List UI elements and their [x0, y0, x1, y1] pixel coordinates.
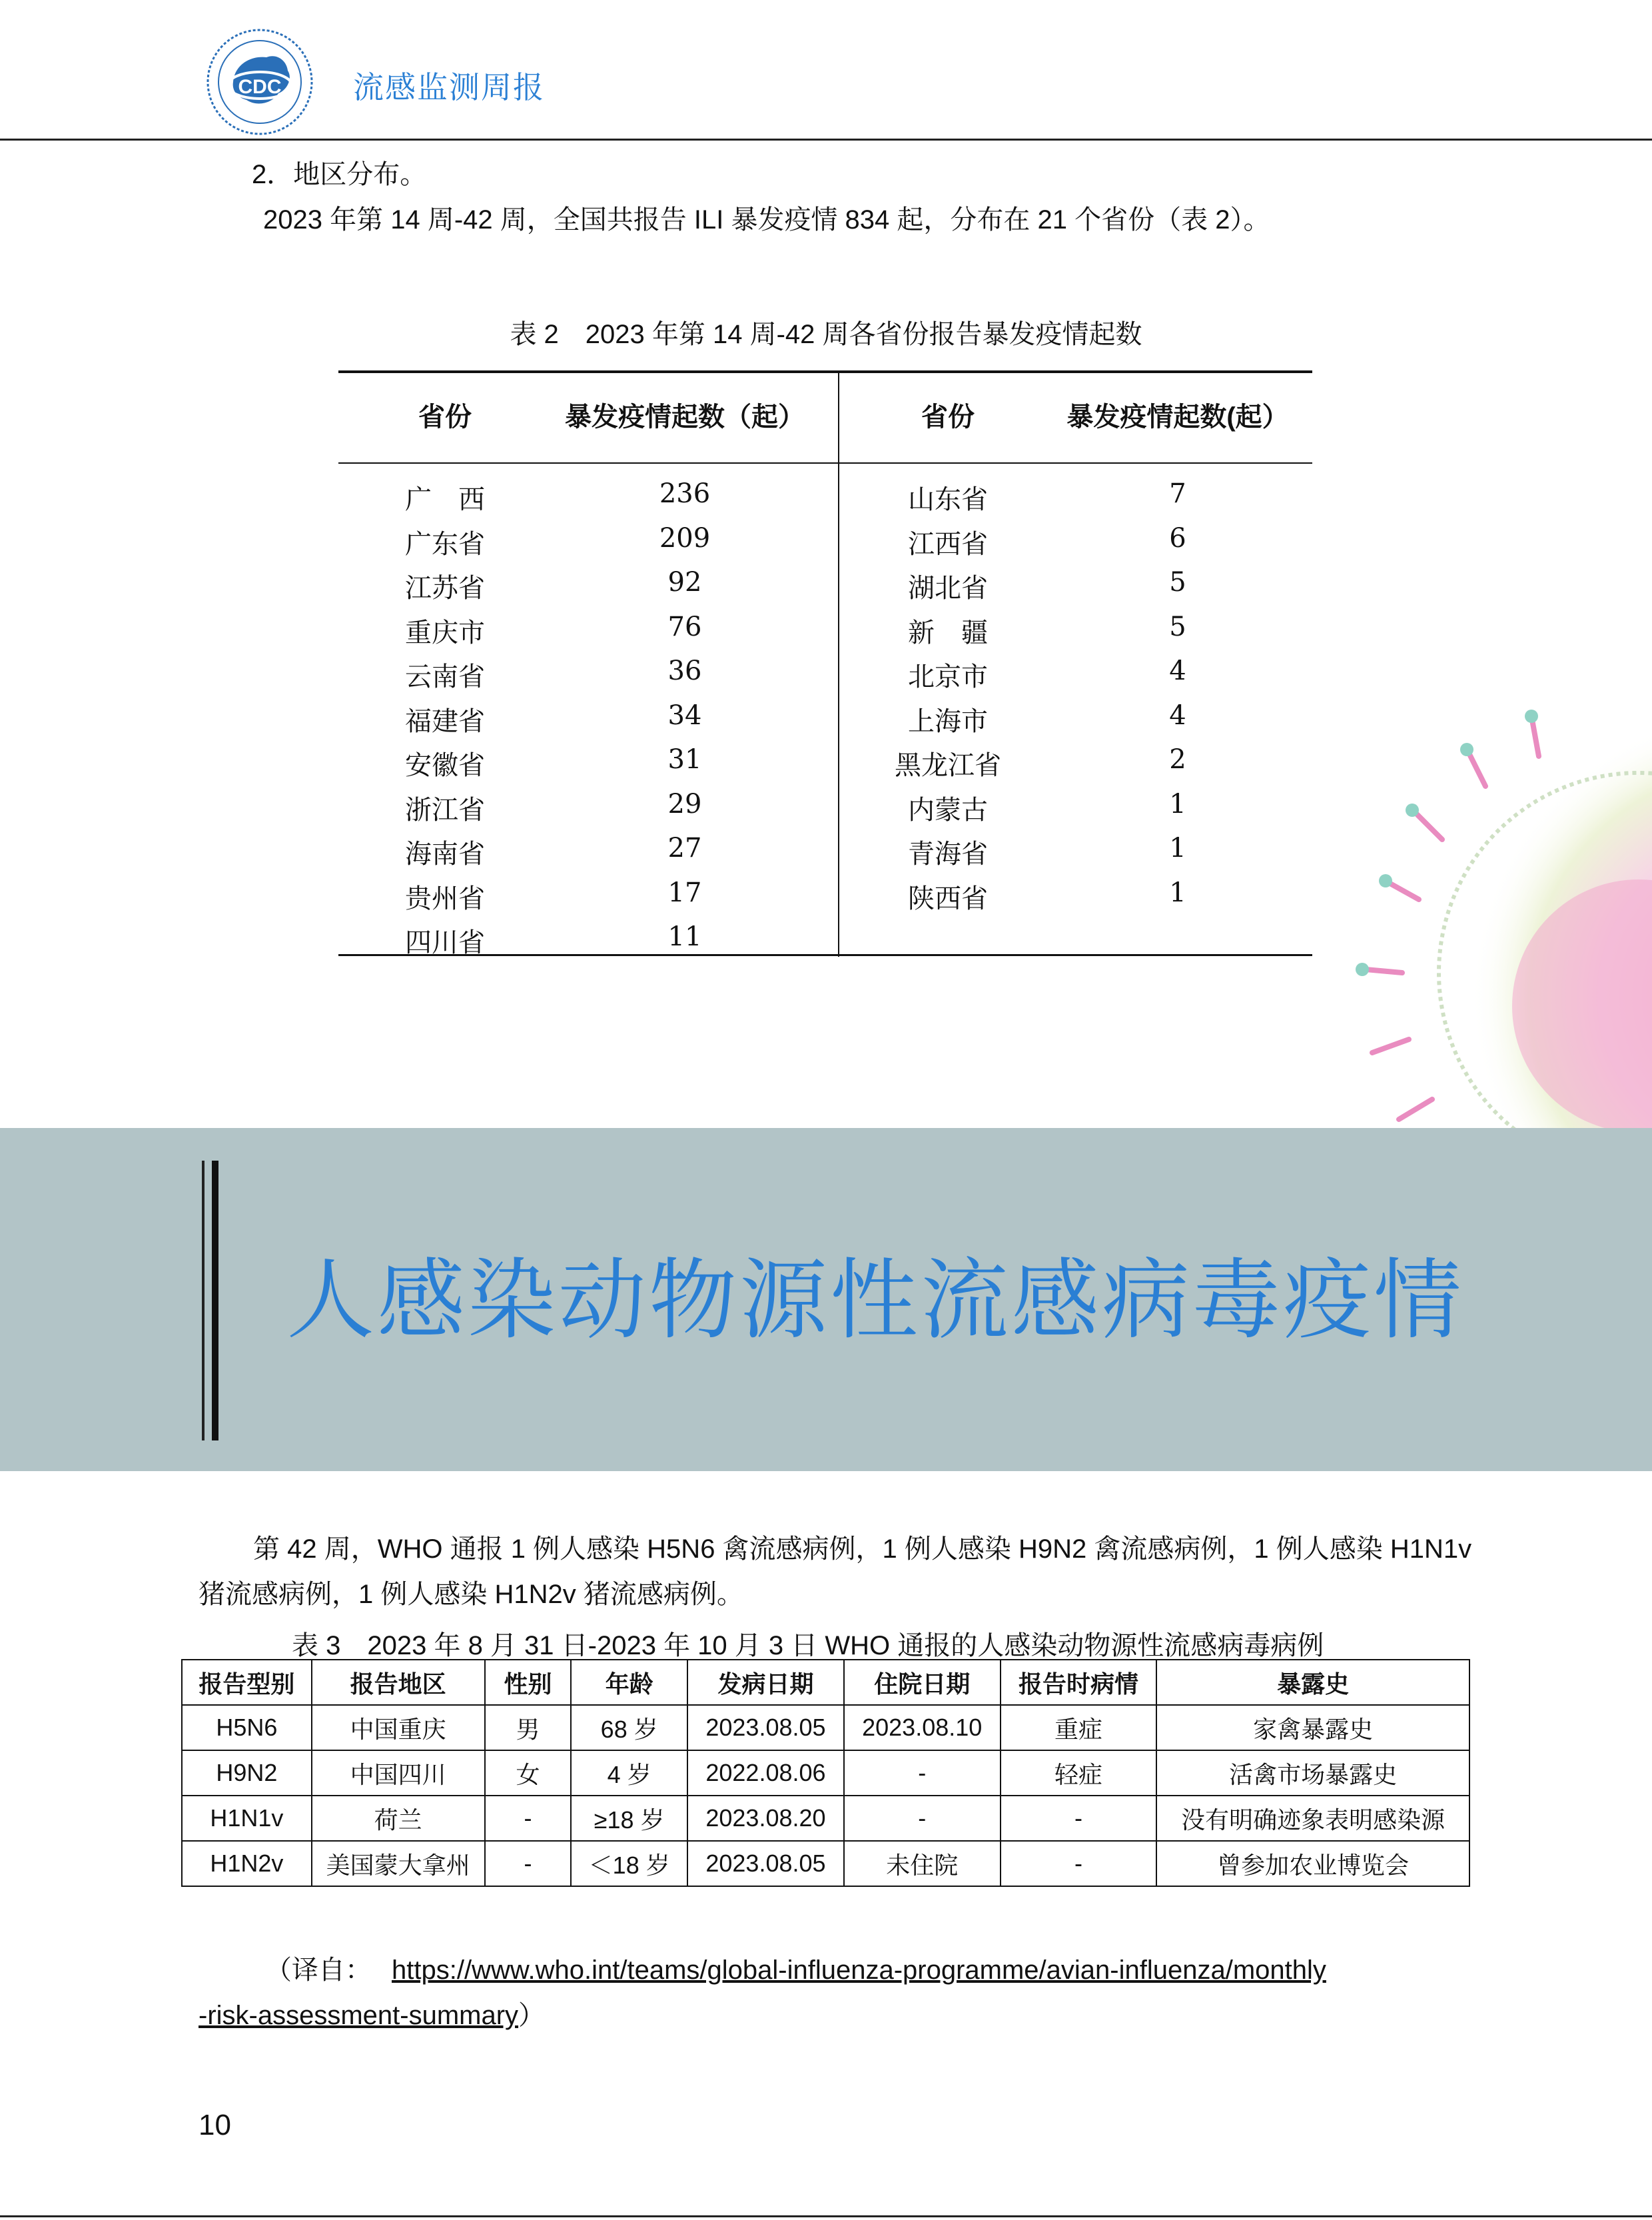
- footer-divider: [0, 2215, 1652, 2217]
- animal-flu-case-table: [181, 1659, 1470, 1887]
- table-cell: 美国蒙大拿州: [312, 1841, 485, 1886]
- table2-count-cell: 31: [667, 744, 702, 775]
- table-cell: 中国四川: [312, 1750, 485, 1796]
- table-cell: 4 岁: [571, 1750, 687, 1796]
- table-row: [182, 1841, 1469, 1886]
- table-cell: 家禽暴露史: [1156, 1705, 1469, 1750]
- table2-count-cell: 1: [1169, 833, 1186, 863]
- table2-province-cell: 陕西省: [908, 883, 988, 914]
- table-cell: -: [485, 1796, 572, 1841]
- table3-header-condition: 报告时病情: [1001, 1660, 1157, 1705]
- table2-province-cell: 北京市: [908, 662, 988, 692]
- table-cell: 未住院: [844, 1841, 1001, 1886]
- table-cell: -: [1001, 1841, 1157, 1886]
- table-cell: 荷兰: [312, 1796, 485, 1841]
- virus-illustration: [1326, 693, 1652, 1133]
- table-cell: 轻症: [1001, 1750, 1157, 1796]
- table2-count-cell: 11: [667, 921, 702, 952]
- table2-province-cell: 广东省: [405, 528, 485, 560]
- source-suffix: ）: [518, 2001, 546, 2030]
- source-prefix: （译自：: [265, 1955, 372, 1985]
- table2-province-cell: 湖北省: [908, 573, 988, 604]
- table2-count-cell: 236: [659, 478, 711, 509]
- table-cell: -: [844, 1750, 1001, 1796]
- table3-body: [182, 1705, 1469, 1886]
- cdc-logo: [193, 19, 333, 145]
- table3-header-region: 报告地区: [312, 1660, 485, 1705]
- table2-count-cell: 209: [659, 522, 711, 554]
- table2-province-cell: 江苏省: [405, 573, 485, 604]
- table2-count-cell: 29: [667, 788, 702, 820]
- table2-province-cell: 青海省: [908, 839, 988, 869]
- table2-count-cell: 27: [667, 833, 702, 863]
- table2-count-cell: 2: [1169, 744, 1186, 775]
- source-line1: [265, 1949, 1326, 1987]
- table2-count-cell: 1: [1169, 877, 1186, 908]
- table2-province-cell: 上海市: [908, 706, 988, 737]
- table-cell: ＜18 岁: [571, 1841, 687, 1886]
- table-cell: 2023.08.20: [687, 1796, 844, 1841]
- table-cell: 68 岁: [571, 1705, 687, 1750]
- table-cell: 男: [485, 1705, 572, 1750]
- table-cell: 2022.08.06: [687, 1750, 844, 1796]
- table2-province-cell: 四川省: [405, 927, 485, 958]
- table2-count-cell: 5: [1169, 567, 1186, 598]
- page-number: 10: [199, 2109, 231, 2141]
- table-cell: H1N2v: [182, 1841, 312, 1886]
- table2-province-cell: 山东省: [908, 484, 988, 515]
- source-url-link-cont[interactable]: -risk-assessment-summary: [199, 2001, 519, 2030]
- table-row: [182, 1705, 1469, 1750]
- table-cell: 没有明确迹象表明感染源: [1156, 1796, 1469, 1841]
- table3-header-type: 报告型别: [182, 1660, 312, 1705]
- table2-count-cell: 34: [667, 700, 702, 731]
- table2-header-rule: [338, 462, 1312, 464]
- table2-province-cell: 福建省: [405, 706, 485, 737]
- table2-header-province-2: 省份: [921, 402, 975, 432]
- table2-top-rule: [338, 370, 1312, 373]
- table-cell: -: [1001, 1796, 1157, 1841]
- table-cell: -: [485, 1841, 572, 1886]
- source-url-link[interactable]: https://www.who.int/teams/global-influenza-programme/avian-influenza/monthly: [392, 1955, 1326, 1985]
- table2-header-province: 省份: [418, 402, 472, 432]
- table2-province-cell: 广 西: [405, 484, 485, 515]
- table3-header-admission-date: 住院日期: [844, 1660, 1001, 1705]
- table2-province-cell: 内蒙古: [908, 794, 988, 826]
- banner-accent-thin: [202, 1161, 205, 1440]
- table2-count-cell: 17: [667, 877, 702, 908]
- table2-province-cell: 新 疆: [908, 617, 988, 648]
- table-cell: H5N6: [182, 1705, 312, 1750]
- table2-count-cell: 1: [1169, 788, 1186, 820]
- table-cell: ≥18 岁: [571, 1796, 687, 1841]
- table2-count-cell: 4: [1169, 656, 1186, 686]
- table-cell: -: [844, 1796, 1001, 1841]
- animal-flu-paragraph-line1: 第 42 周，WHO 通报 1 例人感染 H5N6 禽流感病例，1 例人感染 H9N2 禽流感病例，1 例人感染 H1N1v: [253, 1534, 1472, 1564]
- table-cell: 2023.08.05: [687, 1705, 844, 1750]
- table-row: [182, 1750, 1469, 1796]
- table-cell: 2023.08.10: [844, 1705, 1001, 1750]
- table2-count-cell: 5: [1169, 611, 1186, 642]
- table-cell: 重症: [1001, 1705, 1157, 1750]
- logo-text: CDC: [238, 76, 282, 98]
- table2-count-cell: 36: [667, 656, 702, 686]
- table-cell: 曾参加农业博览会: [1156, 1841, 1469, 1886]
- table2-count-cell: 76: [667, 611, 702, 642]
- table3-caption: 表 3 2023 年 8 月 31 日-2023 年 10 月 3 日 WHO 通报的人感染动物源性流感病毒病例: [292, 1631, 1324, 1660]
- header-divider: [0, 139, 1652, 141]
- table2-header-count: 暴发疫情起数（起）: [565, 402, 805, 432]
- region-intro: 2023 年第 14 周-42 周，全国共报告 ILI 暴发疫情 834 起，分布在 21 个省份（表 2）。: [263, 205, 1270, 235]
- report-title: 流感监测周报: [353, 70, 545, 105]
- table3-header-exposure: 暴露史: [1156, 1660, 1469, 1705]
- region-heading: 2．地区分布。: [252, 160, 427, 189]
- table-cell: 中国重庆: [312, 1705, 485, 1750]
- table2-province-cell: 海南省: [405, 839, 485, 869]
- table2-header-count-2: 暴发疫情起数(起）: [1066, 402, 1289, 432]
- table2-count-cell: 92: [667, 567, 702, 598]
- table2-province-cell: 云南省: [405, 662, 485, 692]
- table2-province-cell: 江西省: [908, 528, 988, 560]
- table3-header-age: 年龄: [571, 1660, 687, 1705]
- table2-province-cell: 黑龙江省: [895, 750, 1001, 781]
- table3-header-onset-date: 发病日期: [687, 1660, 844, 1705]
- table2-count-cell: 7: [1169, 478, 1186, 509]
- table2-count-cell: 6: [1169, 522, 1186, 554]
- table-cell: H9N2: [182, 1750, 312, 1796]
- table3-header-row: [182, 1660, 1469, 1705]
- table2-count-cell: 4: [1169, 700, 1186, 731]
- source-line2: [199, 1994, 545, 2032]
- table2-province-cell: 重庆市: [405, 617, 485, 648]
- table2-province-cell: 贵州省: [405, 883, 485, 914]
- table2-column-divider: [838, 370, 839, 957]
- table-cell: 活禽市场暴露史: [1156, 1750, 1469, 1796]
- table-cell: H1N1v: [182, 1796, 312, 1841]
- banner-title: 人感染动物源性流感病毒疫情: [286, 1251, 1464, 1349]
- table3-header-sex: 性别: [485, 1660, 572, 1705]
- table-row: [182, 1796, 1469, 1841]
- table2-province-cell: 安徽省: [405, 750, 485, 781]
- table-cell: 2023.08.05: [687, 1841, 844, 1886]
- animal-flu-paragraph-line2: 猪流感病例，1 例人感染 H1N2v 猪流感病例。: [199, 1580, 743, 1609]
- table2-caption: 表 2 2023 年第 14 周-42 周各省份报告暴发疫情起数: [510, 320, 1142, 349]
- banner-accent-thick: [212, 1161, 218, 1440]
- table-cell: 女: [485, 1750, 572, 1796]
- table2-province-cell: 浙江省: [405, 794, 485, 826]
- province-outbreak-table: [338, 370, 1312, 957]
